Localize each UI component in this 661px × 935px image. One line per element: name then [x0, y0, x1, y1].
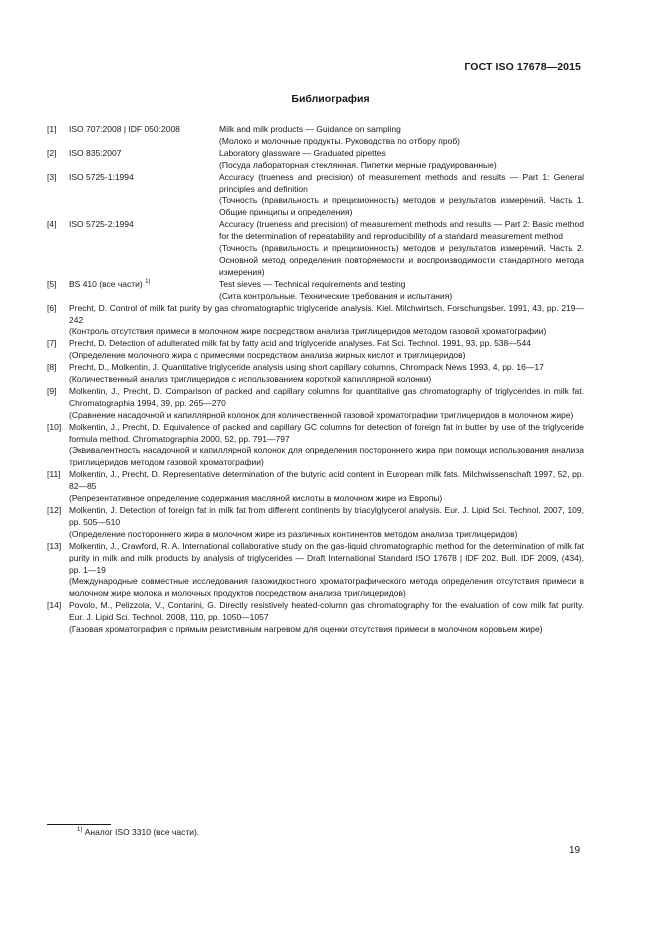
reference-citation: Precht, D., Molkentin, J. Quantitative triglyceride analysis using short capillary columns, Chrompack News 1993, 4, pp. 16—17 [69, 362, 544, 373]
reference-title-en: Milk and milk products — Guidance on sampling [219, 124, 401, 134]
footnote-divider [47, 824, 111, 825]
reference-citation: Precht, D. Detection of adulterated milk fat by fatty acid and triglyceride analyses. Fat Sci. Technol. 1991, 93, pp. 538—544 [69, 338, 531, 349]
reference-item [47, 279, 584, 303]
reference-item [47, 422, 584, 470]
reference-number: [1] [47, 124, 57, 134]
reference-number: [14] [47, 600, 62, 611]
reference-citation: Precht, D. Control of milk fat purity by gas chromatographic triglyceride analysis. Kiel. Milchwirtsch. Forschungsber. 1991, 43, pp. 219—242 [69, 302, 584, 325]
reference-number: [4] [47, 219, 57, 230]
page-number: 19 [569, 845, 581, 856]
reference-item [47, 541, 584, 601]
reference-translation: (Международные совместные исследования газожидкостного хроматографического метода определения отсутствия примеси в молочном жире молока и молочных продуктов посредством анализа триглицеридов) [69, 576, 584, 599]
reference-item [47, 303, 584, 339]
reference-item [47, 172, 584, 220]
reference-title-ru: (Точность (правильность и прецизионность) методов и результатов измерений. Часть 2. Основной метод определения повторяемости и воспроизводимости стандартного метода измерения) [219, 243, 584, 277]
reference-code: ISO 5725-2:1994 [69, 219, 134, 230]
reference-number: [9] [47, 385, 57, 396]
reference-body [219, 219, 584, 279]
reference-body [69, 505, 584, 541]
reference-translation: (Сравнение насадочной и капиллярной колонок для количественной газовой хроматографии триглицеридов в молочном жире) [69, 409, 574, 420]
reference-translation: (Определение молочного жира с примесями посредством анализа жирных кислот и триглицеридов) [69, 350, 466, 361]
reference-item [47, 219, 584, 279]
reference-code [69, 279, 219, 303]
reference-translation: (Контроль отсутствия примеси в молочном жире посредством анализа триглицеридов методом газовой хроматографии) [69, 326, 547, 337]
reference-translation: (Количественный анализ триглицеридов с использованием короткой капиллярной колонки) [69, 374, 432, 385]
reference-number: [11] [47, 469, 61, 480]
reference-body [69, 600, 584, 636]
reference-translation: (Газовая хроматография с прямым резистивным нагревом для оценки отсутствия примеси в молочном коровьем жире) [69, 624, 543, 635]
reference-number: [7] [47, 338, 57, 349]
reference-body [219, 124, 584, 148]
reference-title-en: Laboratory glassware — Graduated pipettes [219, 147, 386, 158]
reference-body [69, 362, 584, 386]
reference-citation: Molkentin, J., Crawford, R. A. International collaborative study on the gas-liquid chromatographic method for the determination of milk fat purity in milk and milk products by analysis of triglycerides — Draft International Standard ISO 17678 | IDF 202. Bull. IDF 2009, (434), pp. 1—19 [69, 540, 584, 575]
footnote-marker: 1) [77, 827, 83, 834]
reference-item [47, 600, 584, 636]
reference-item [47, 338, 584, 362]
reference-item [47, 124, 584, 148]
reference-number: [3] [47, 171, 57, 182]
reference-item [47, 148, 584, 172]
reference-body [219, 279, 584, 303]
reference-code-text: BS 410 (все части) [69, 278, 143, 289]
reference-code: ISO 835:2007 [69, 147, 122, 158]
reference-body [69, 338, 584, 362]
reference-code: ISO 707:2008 | IDF 050:2008 [69, 124, 180, 134]
reference-item [47, 386, 584, 422]
reference-number: [12] [47, 505, 62, 515]
reference-body [69, 541, 584, 601]
reference-item [47, 469, 584, 505]
reference-item [47, 505, 584, 541]
reference-item [47, 362, 584, 386]
reference-title-en: Test sieves — Technical requirements and testing [219, 278, 406, 289]
reference-title-en: Accuracy (trueness and precision) of measurement methods and results — Part 1: General principles and definition [219, 171, 584, 194]
document-code-header: ГОСТ ISO 17678—2015 [464, 61, 581, 73]
reference-number: [10] [47, 421, 62, 432]
reference-citation: Molkentin, J., Precht, D. Comparison of packed and capillary columns for quantitative gas chromatography of triglycerides in milk fat. Chromatographia 1994, 39, pp. 265—270 [69, 385, 584, 408]
footnote-marker: 1) [145, 278, 151, 285]
reference-translation: (Эквивалентность насадочной и капиллярной колонок для определения постороннего жира при помощи использования анализа триглицеридов методом газовой хроматографии) [69, 445, 584, 468]
reference-body [69, 303, 584, 339]
footnote [77, 827, 199, 837]
reference-code: ISO 5725-1:1994 [69, 171, 134, 182]
reference-list [47, 124, 584, 636]
reference-translation: (Репрезентативное определение содержания масляной кислоты в молочном жире из Европы) [69, 493, 443, 504]
reference-body [69, 469, 584, 505]
reference-body [69, 386, 584, 422]
bibliography-title: Библиография [291, 93, 370, 105]
reference-title-ru: (Сита контрольные. Технические требования и испытания) [219, 290, 453, 301]
reference-body [219, 148, 584, 172]
reference-title-ru: (Молоко и молочные продукты. Руководства по отбору проб) [219, 135, 461, 146]
reference-number: [5] [47, 278, 57, 289]
reference-title-ru: (Посуда лабораторная стеклянная. Пипетки мерные градуированные) [219, 159, 497, 170]
reference-title-en: Accuracy (trueness and precision) of measurement methods and results — Part 2: Basic method for the determination of repeatability and reproducibility of a standard measurement method [219, 219, 584, 242]
reference-citation: Molkentin, J., Precht, D. Representative determination of the butyric acid content in European milk fats. Milchwissenschaft 1997, 52, pp. 82—85 [69, 469, 584, 492]
reference-number: [13] [47, 540, 62, 551]
reference-body [219, 172, 584, 220]
reference-number: [6] [47, 302, 57, 313]
reference-number: [8] [47, 362, 57, 373]
reference-body [69, 422, 584, 470]
reference-citation: Povolo, M., Pelizzola, V., Contarini, G. Directly resistively heated-column gas chromatography for the evaluation of cow milk fat purity. Eur. J. Lipid Sci. Technol. 2008, 110, pp. 1050—1057 [69, 600, 584, 623]
reference-citation: Molkentin, J., Precht, D. Equivalence of packed and capillary GC columns for detection of foreign fat in butter by use of the triglyceride formula method. Chromatographia 2000, 52, pp. 791—797 [69, 421, 584, 444]
reference-citation: Molkentin, J. Detection of foreign fat in milk fat from different continents by triacylglycerol analysis. Eur. J. Lipid Sci. Technol. 2007, 109, pp. 505—510 [69, 505, 584, 527]
reference-title-ru: (Точность (правильность и прецизионность) методов и результатов измерений. Часть 1. Общие принципы и определения) [219, 195, 584, 218]
reference-number: [2] [47, 147, 57, 158]
reference-translation: (Определение постороннего жира в молочном жире из различных континентов методом анализа триглицеридов) [69, 528, 518, 539]
footnote-text: Аналог ISO 3310 (все части). [84, 827, 200, 837]
